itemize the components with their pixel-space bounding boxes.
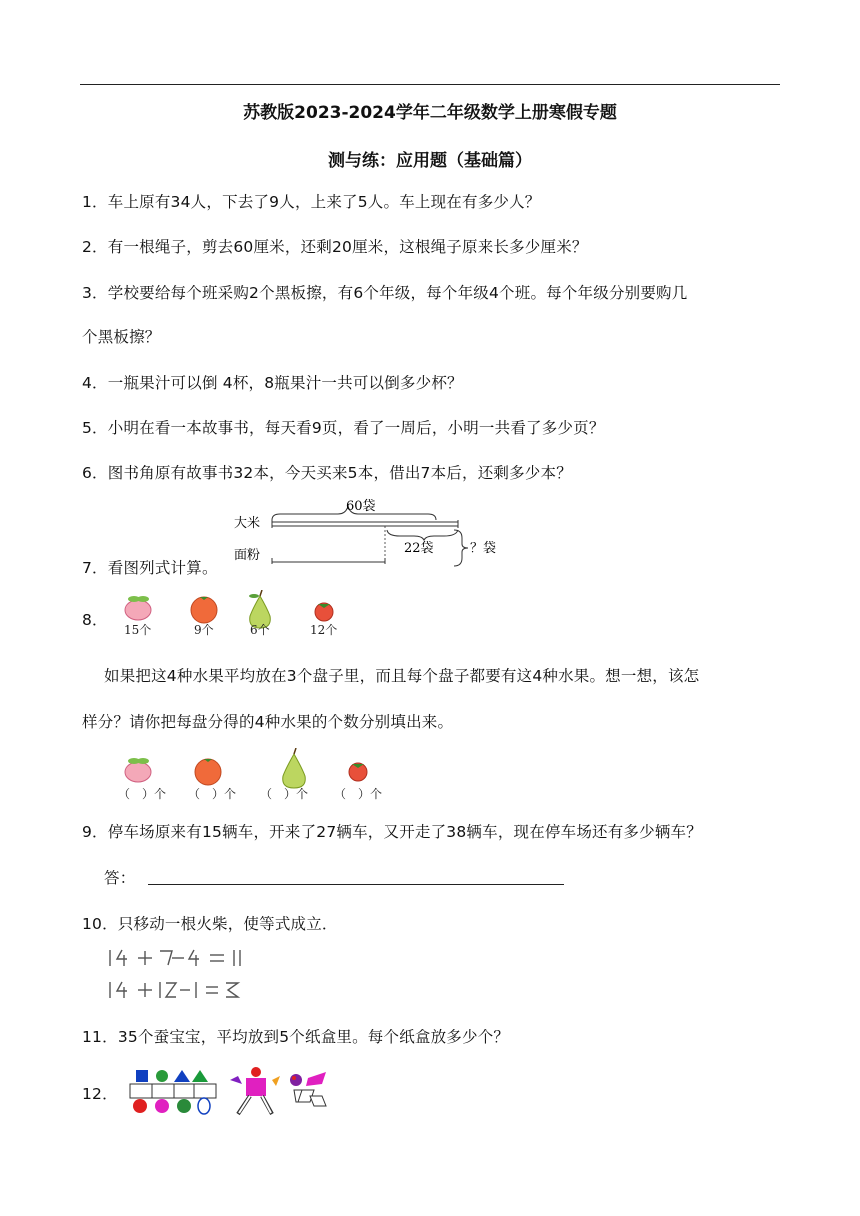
- question-3: 3．学校要给每个班采购2个黑板擦，有6个年级，每个年级4个班。每个年级分别要购几: [82, 284, 688, 302]
- q12-shape-figures: [126, 1066, 346, 1118]
- shape-robot: [230, 1067, 280, 1114]
- rice-label: 大米: [234, 516, 261, 531]
- q7-bar-diagram: [228, 496, 498, 572]
- question-11: 11．35个蚕宝宝，平均放到5个纸盒里。每个纸盒放多少个？: [82, 1028, 510, 1046]
- diff-brace: [387, 530, 458, 540]
- question-10: 10．只移动一根火柴，使等式成立．: [82, 915, 338, 933]
- peach-icon: [125, 758, 151, 782]
- page-subtitle: 测与练：应用题（基础篇）: [328, 151, 532, 171]
- answer-line[interactable]: [148, 884, 564, 885]
- orange-blank[interactable]: （ ）个: [188, 787, 237, 801]
- question-8-text-b: 样分？请你把每盘分得的4种水果的个数分别填出来。: [82, 713, 454, 731]
- diff-label: 22袋: [404, 541, 434, 556]
- unknown-brace: [454, 530, 468, 566]
- question-5: 5．小明在看一本故事书，每天看9页，看了一周后，小明一共看了多少页？: [82, 419, 605, 437]
- tomato-blank[interactable]: （ ）个: [334, 787, 383, 801]
- peach-count: 15个: [124, 623, 152, 637]
- page-title: 苏教版2023-2024学年二年级数学上册寒假专题: [243, 103, 617, 123]
- question-6: 6．图书角原有故事书32本，今天买来5本，借出7本后，还剩多少本？: [82, 464, 572, 482]
- question-1: 1．车上原有34人，下去了9人，上来了5人。车上现在有多少人？: [82, 193, 541, 211]
- q8-answer-row: [112, 748, 402, 802]
- question-12: 12．: [82, 1085, 118, 1103]
- question-4: 4．一瓶果汁可以倒 4杯，8瓶果汁一共可以倒多少杯？: [82, 374, 463, 392]
- peach-blank[interactable]: （ ）个: [118, 787, 167, 801]
- question-9: 9．停车场原来有15辆车，开来了27辆车，又开走了38辆车，现在停车场还有多少辆车？: [82, 823, 702, 841]
- total-label: 60袋: [346, 499, 376, 514]
- orange-count: 9个: [194, 623, 214, 637]
- matchstick-row-2: [110, 982, 238, 998]
- pear-count: 6个: [250, 623, 270, 637]
- q8-fruit-row: [112, 590, 352, 642]
- matchstick-row-1: [110, 950, 240, 966]
- unknown-label: ？袋: [470, 541, 497, 556]
- orange-icon: [195, 759, 221, 785]
- shape-train: [130, 1070, 216, 1114]
- pear-blank[interactable]: （ ）个: [260, 787, 309, 801]
- pear-icon: [283, 748, 306, 788]
- tomato-icon: [349, 763, 367, 781]
- tomato-count: 12个: [310, 623, 338, 637]
- orange-icon: [191, 597, 217, 623]
- flour-label: 面粉: [234, 548, 261, 563]
- header-rule: [80, 84, 780, 85]
- question-8: 8．: [82, 611, 108, 629]
- shape-animal: [290, 1072, 326, 1106]
- matchstick-equations: [106, 946, 286, 1004]
- question-7: 7．看图列式计算。: [82, 559, 218, 577]
- tomato-icon: [315, 603, 333, 621]
- question-8-text-a: 如果把这4种水果平均放在3个盘子里，而且每个盘子都要有这4种水果。想一想，该怎: [104, 667, 700, 685]
- question-3-cont: 个黑板擦？: [82, 328, 161, 346]
- peach-icon: [125, 596, 151, 620]
- answer-label: 答：: [104, 869, 136, 887]
- question-2: 2．有一根绳子，剪去60厘米，还剩20厘米，这根绳子原来长多少厘米？: [82, 238, 588, 256]
